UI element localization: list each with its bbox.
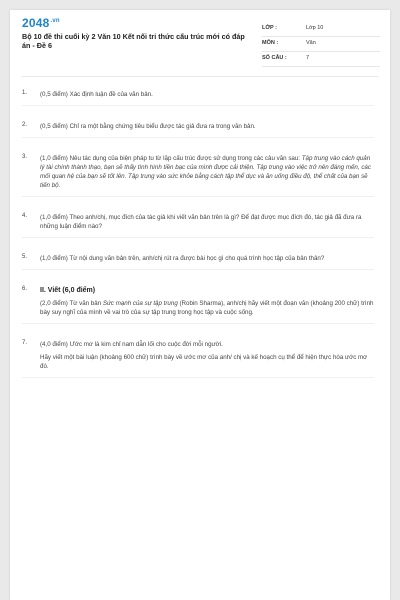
header-divider (22, 76, 378, 77)
question-text: (0,5 điểm) Xác định luận đề của văn bản. (40, 91, 153, 98)
document-header (22, 16, 380, 76)
question-text: (1,0 điểm) Từ nội dung văn bản trên, anh/chị rút ra được bài học gì cho quá trình học tập của bản thân? (40, 255, 325, 262)
meta-row-count (262, 52, 380, 67)
question-number: 4. (22, 213, 28, 219)
question-text-line: (4,0 điểm) Ước mơ là kim chỉ nam dẫn lối cho cuộc đời mỗi người. (40, 341, 223, 348)
question-item (22, 334, 374, 378)
question-text-part: (Robin Sharma), anh/chị hãy viết một đoạn văn (khoảng 200 chữ) trình bày suy nghĩ của mình về vai trò của sự tập trung trong học tập và cuộc sống. (40, 300, 374, 316)
question-text (40, 286, 374, 317)
question-number: 7. (22, 340, 28, 346)
question-number: 5. (22, 254, 28, 260)
spacer (40, 295, 374, 299)
meta-value: Văn (306, 40, 316, 46)
document-title: Bộ 10 đề thi cuối kỳ 2 Văn 10 Kết nối tri thức cấu trúc mới có đáp án - Đề 6 (22, 32, 245, 50)
question-text-part: (2,0 điểm) Từ văn bản (40, 300, 103, 307)
brand-tld: .vn (50, 18, 60, 24)
question-text (40, 340, 374, 371)
question-item (22, 116, 374, 138)
question-item (22, 84, 374, 106)
question-item (22, 148, 374, 197)
meta-label: LỚP : (262, 25, 277, 31)
section-title: II. Viết (6,0 điểm) (40, 287, 96, 294)
question-quote: Tập trung vào cách quản lý tài chính thành thạo, bạn sẽ thấy tình hình tiền bạc của mình được cải thiện. Tập trung vào việc trở nên đáng mến, các mối quan hệ của bạn sẽ tốt lên. Tập trung vào sức khỏe bằng cách tập thể dục và ăn uống điều độ, thể chất của bạn sẽ tiến bộ. (40, 155, 371, 189)
document-page (10, 10, 390, 600)
question-number: 2. (22, 122, 28, 128)
meta-label: MÔN : (262, 40, 279, 46)
brand-name: 2048 (22, 16, 50, 30)
question-item (22, 248, 374, 270)
question-number: 3. (22, 154, 28, 160)
meta-value: 7 (306, 55, 310, 61)
question-item (22, 207, 374, 238)
brand-logo[interactable] (22, 16, 60, 30)
meta-label: SỐ CÂU : (262, 55, 287, 61)
question-text-part: (1,0 điểm) Nêu tác dụng của biện pháp tu từ lặp cấu trúc được sử dụng trong các câu văn sau: (40, 155, 302, 162)
meta-row-class (262, 22, 380, 37)
questions-list (22, 84, 374, 388)
question-text: (1,0 điểm) Theo anh/chị, mục đích của tác giả khi viết văn bản trên là gì? Để đạt được mục đích đó, tác giả đã đưa ra những luận điểm nào? (40, 214, 362, 230)
document-meta (262, 22, 380, 67)
question-number: 6. (22, 286, 28, 292)
question-text-line: Hãy viết một bài luận (khoảng 600 chữ) trình bày về ước mơ của anh/ chị và kế hoạch cụ thể để hiện thực hóa ước mơ đó. (40, 354, 368, 370)
meta-value: Lớp 10 (306, 25, 324, 31)
question-text: (0,5 điểm) Chỉ ra một bằng chứng tiêu biểu được tác giả đưa ra trong văn bản. (40, 123, 256, 130)
question-title-ref: Sức mạnh của sự tập trung (102, 300, 178, 307)
question-text (40, 154, 374, 190)
question-item (22, 280, 374, 324)
meta-row-subject (262, 37, 380, 52)
question-number: 1. (22, 90, 28, 96)
